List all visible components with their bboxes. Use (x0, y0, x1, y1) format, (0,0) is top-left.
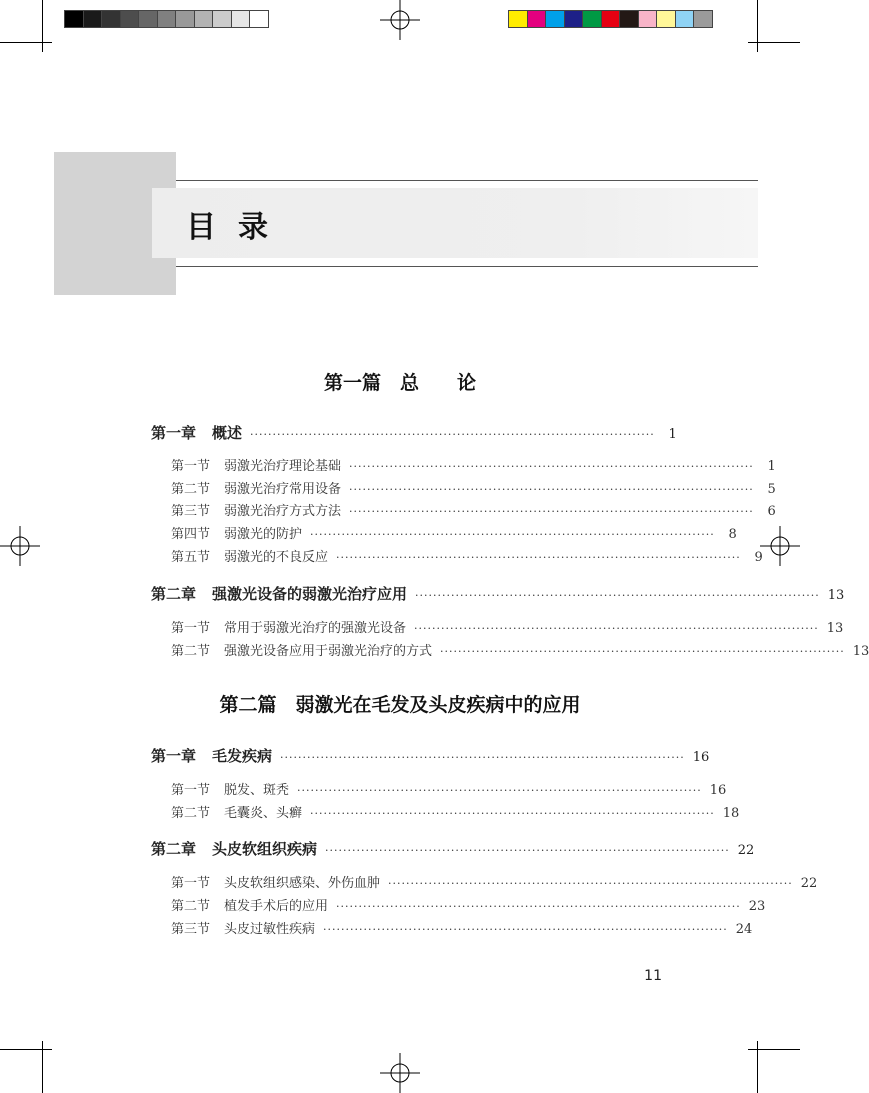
section-number: 第一节 (171, 459, 211, 474)
section-title: 头皮软组织感染、外伤血肿 (224, 876, 381, 891)
toc-section-entry[interactable] (171, 455, 776, 474)
section-number: 第一节 (171, 876, 211, 891)
section-title: 毛囊炎、头癣 (224, 806, 303, 821)
section-title: 头皮过敏性疾病 (224, 922, 316, 937)
toc-chapter-entry[interactable] (151, 422, 677, 443)
dot-leader: ·························································································· (250, 428, 655, 441)
page-ref: 22 (737, 843, 755, 858)
color-swatch (638, 10, 658, 28)
toc-section-entry[interactable] (171, 617, 844, 636)
color-swatch (175, 10, 195, 28)
part-title: 第一篇 总 论 (323, 372, 476, 394)
toc-section-entry[interactable] (171, 546, 763, 565)
dot-leader: ·························································································· (414, 622, 819, 635)
toc-section-entry[interactable] (171, 500, 776, 519)
color-swatch (582, 10, 602, 28)
page-ref: 8 (728, 527, 737, 542)
section-number: 第二节 (171, 482, 211, 497)
crop-mark (0, 42, 52, 43)
dot-leader: ·························································································· (440, 645, 845, 658)
section-number: 第三节 (171, 504, 211, 519)
color-swatch (619, 10, 639, 28)
dot-leader: ·························································································· (388, 877, 793, 890)
title-rule (176, 266, 758, 267)
dot-leader: ·························································································· (323, 923, 728, 936)
color-swatch (138, 10, 158, 28)
color-swatch (120, 10, 140, 28)
page-title: 目录 (186, 210, 290, 245)
dot-leader: ·························································································· (349, 460, 754, 473)
page-ref: 13 (852, 644, 869, 659)
dot-leader: ·························································································· (415, 589, 820, 602)
section-title: 弱激光治疗理论基础 (224, 459, 342, 474)
section-title: 常用于弱激光治疗的强激光设备 (224, 621, 407, 636)
dot-leader: ·························································································· (280, 751, 685, 764)
section-number: 第四节 (171, 527, 211, 542)
color-swatch (101, 10, 121, 28)
toc-section-entry[interactable] (171, 918, 753, 937)
registration-mark-icon (380, 0, 420, 40)
section-title: 脱发、斑秃 (224, 783, 290, 798)
color-swatch (157, 10, 177, 28)
color-swatch (83, 10, 103, 28)
color-swatch (564, 10, 584, 28)
color-swatch (249, 10, 269, 28)
page-ref: 16 (692, 750, 710, 765)
registration-mark-icon (380, 1053, 420, 1093)
dot-leader: ·························································································· (310, 528, 715, 541)
dot-leader: ·························································································· (349, 505, 754, 518)
toc-chapter-entry[interactable] (151, 745, 710, 766)
color-swatch (508, 10, 528, 28)
part-title: 第二篇 弱激光在毛发及头皮疾病中的应用 (219, 694, 581, 716)
toc-section-entry[interactable] (171, 640, 869, 659)
section-title: 植发手术后的应用 (224, 899, 329, 914)
chapter-title: 强激光设备的弱激光治疗应用 (212, 585, 408, 603)
page-ref: 13 (827, 588, 845, 603)
page-ref: 13 (826, 621, 844, 636)
toc-section-entry[interactable] (171, 478, 776, 497)
dot-leader: ·························································································· (297, 784, 702, 797)
section-title: 强激光设备应用于弱激光治疗的方式 (224, 644, 433, 659)
page-ref: 1 (668, 427, 677, 442)
page-ref: 18 (722, 806, 740, 821)
chapter-number: 第一章 (151, 747, 197, 765)
crop-mark (42, 0, 43, 52)
chapter-title: 头皮软组织疾病 (212, 840, 318, 858)
page-number: 11 (644, 968, 662, 984)
section-title: 弱激光治疗常用设备 (224, 482, 342, 497)
page-ref: 22 (800, 876, 818, 891)
page-ref: 5 (767, 482, 776, 497)
crop-mark (0, 1049, 52, 1050)
dot-leader: ·························································································· (349, 483, 754, 496)
page-ref: 6 (767, 504, 776, 519)
section-number: 第三节 (171, 922, 211, 937)
registration-mark-icon (0, 526, 40, 566)
crop-mark (748, 42, 800, 43)
color-swatch (194, 10, 214, 28)
toc-section-entry[interactable] (171, 872, 818, 891)
color-swatch (231, 10, 251, 28)
toc-section-entry[interactable] (171, 779, 727, 798)
page-ref: 9 (754, 550, 763, 565)
color-swatch (212, 10, 232, 28)
section-number: 第二节 (171, 899, 211, 914)
page-ref: 24 (735, 922, 753, 937)
registration-mark-icon (760, 526, 800, 566)
dot-leader: ·························································································· (310, 807, 715, 820)
color-swatch (545, 10, 565, 28)
dot-leader: ·························································································· (336, 900, 741, 913)
dot-leader: ·························································································· (336, 551, 741, 564)
chapter-number: 第二章 (151, 585, 197, 603)
color-swatch (64, 10, 84, 28)
toc-section-entry[interactable] (171, 895, 766, 914)
toc-chapter-entry[interactable] (151, 838, 755, 859)
page-ref: 23 (748, 899, 766, 914)
section-number: 第二节 (171, 644, 211, 659)
color-swatch (601, 10, 621, 28)
color-swatch (675, 10, 695, 28)
color-swatch (693, 10, 713, 28)
gray-calibration-bar (64, 10, 268, 30)
section-title: 弱激光治疗方式方法 (224, 504, 342, 519)
section-title: 弱激光的不良反应 (224, 550, 329, 565)
color-swatch (527, 10, 547, 28)
crop-mark (757, 0, 758, 52)
toc-section-entry[interactable] (171, 802, 740, 821)
toc-section-entry[interactable] (171, 523, 737, 542)
color-swatch (656, 10, 676, 28)
section-number: 第一节 (171, 783, 211, 798)
title-rule (176, 180, 758, 181)
section-number: 第一节 (171, 621, 211, 636)
chapter-title: 概述 (212, 424, 243, 442)
section-number: 第五节 (171, 550, 211, 565)
color-calibration-bar (508, 10, 712, 30)
dot-leader: ·························································································· (325, 844, 730, 857)
page-ref: 16 (709, 783, 727, 798)
section-title: 弱激光的防护 (224, 527, 303, 542)
toc-chapter-entry[interactable] (151, 583, 845, 604)
chapter-number: 第一章 (151, 424, 197, 442)
page-ref: 1 (767, 459, 776, 474)
crop-mark (748, 1049, 800, 1050)
section-number: 第二节 (171, 806, 211, 821)
chapter-title: 毛发疾病 (212, 747, 273, 765)
chapter-number: 第二章 (151, 840, 197, 858)
